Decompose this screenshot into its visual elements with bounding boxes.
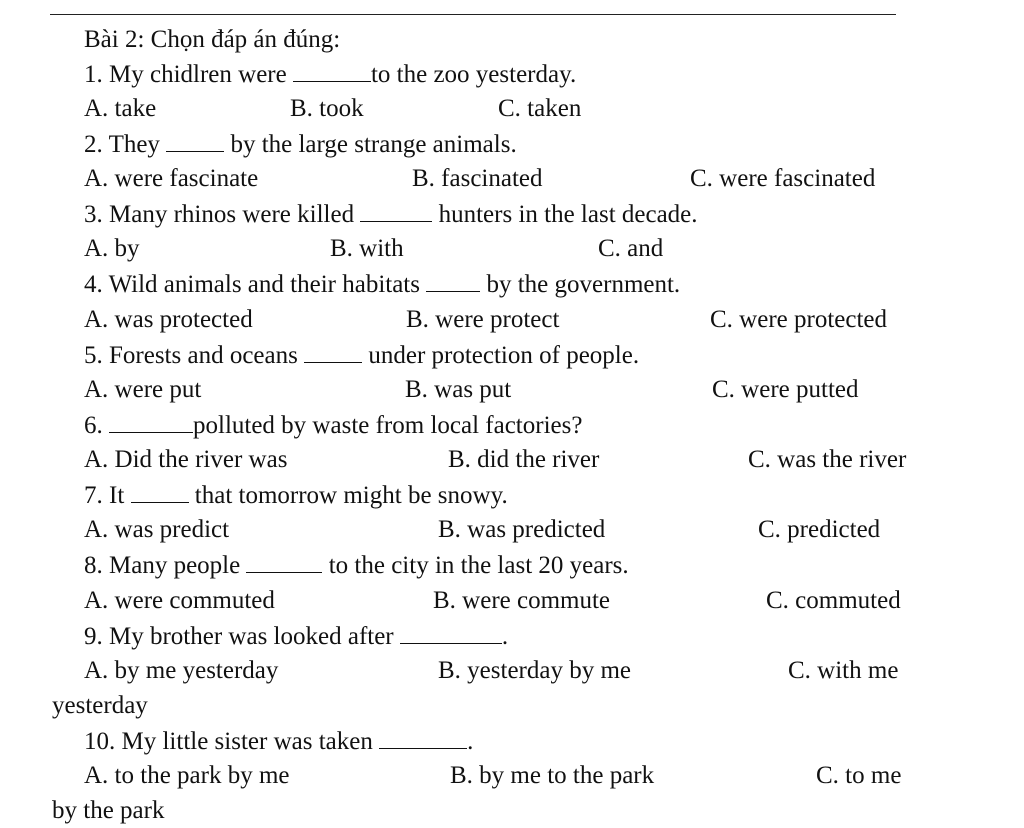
question-6: 6. polluted by waste from local factories? [84, 412, 583, 439]
option-b: B. with [330, 235, 404, 262]
question-9: 9. My brother was looked after . [84, 623, 509, 650]
answer-blank [166, 129, 224, 152]
exercise-heading: Bài 2: Chọn đáp án đúng: [84, 26, 341, 53]
option-b: B. was put [405, 376, 512, 403]
option-a: A. by me yesterday [84, 657, 279, 684]
option-c-wrap: yesterday [52, 692, 148, 719]
option-c: C. were protected [710, 306, 888, 333]
option-b: B. were commute [433, 587, 611, 614]
option-b: B. yesterday by me [438, 657, 632, 684]
question-5: 5. Forests and oceans under protection of people. [84, 342, 640, 369]
option-c: C. were fascinated [690, 165, 876, 192]
option-a: A. were fascinate [84, 165, 259, 192]
question-4: 4. Wild animals and their habitats by the government. [84, 271, 681, 298]
answer-blank [246, 550, 322, 573]
question-7: 7. It that tomorrow might be snowy. [84, 482, 508, 509]
option-a: A. to the park by me [84, 762, 290, 789]
question-8: 8. Many people to the city in the last 20 years. [84, 552, 629, 579]
question-10: 10. My little sister was taken . [84, 728, 474, 755]
option-c: C. was the river [748, 446, 907, 473]
option-a: A. was protected [84, 306, 253, 333]
answer-blank [360, 199, 432, 222]
option-a: A. take [84, 95, 157, 122]
question-1: 1. My chidlren were to the zoo yesterday. [84, 61, 577, 88]
option-a: A. by [84, 235, 140, 262]
option-c: C. taken [498, 95, 582, 122]
option-c: C. were putted [712, 376, 859, 403]
option-b: B. was predicted [438, 516, 606, 543]
question-2: 2. They by the large strange animals. [84, 131, 517, 158]
option-c-wrap: by the park [52, 797, 165, 824]
option-c: C. and [598, 235, 664, 262]
answer-blank [131, 480, 189, 503]
option-b: B. fascinated [412, 165, 543, 192]
answer-blank [293, 59, 371, 82]
top-rule [50, 14, 896, 15]
answer-blank [400, 621, 502, 644]
option-a: A. were commuted [84, 587, 275, 614]
option-a: A. was predict [84, 516, 230, 543]
option-a: A. were put [84, 376, 202, 403]
answer-blank [304, 340, 362, 363]
option-a: A. Did the river was [84, 446, 288, 473]
answer-blank [109, 410, 193, 433]
option-b: B. by me to the park [450, 762, 655, 789]
option-c: C. to me [816, 762, 902, 789]
answer-blank [379, 726, 467, 749]
option-b: B. took [290, 95, 364, 122]
question-3: 3. Many rhinos were killed hunters in the last decade. [84, 201, 698, 228]
option-b: B. did the river [448, 446, 600, 473]
option-c: C. commuted [766, 587, 901, 614]
option-c: C. with me [788, 657, 899, 684]
option-b: B. were protect [406, 306, 560, 333]
answer-blank [426, 269, 480, 292]
option-c: C. predicted [758, 516, 881, 543]
